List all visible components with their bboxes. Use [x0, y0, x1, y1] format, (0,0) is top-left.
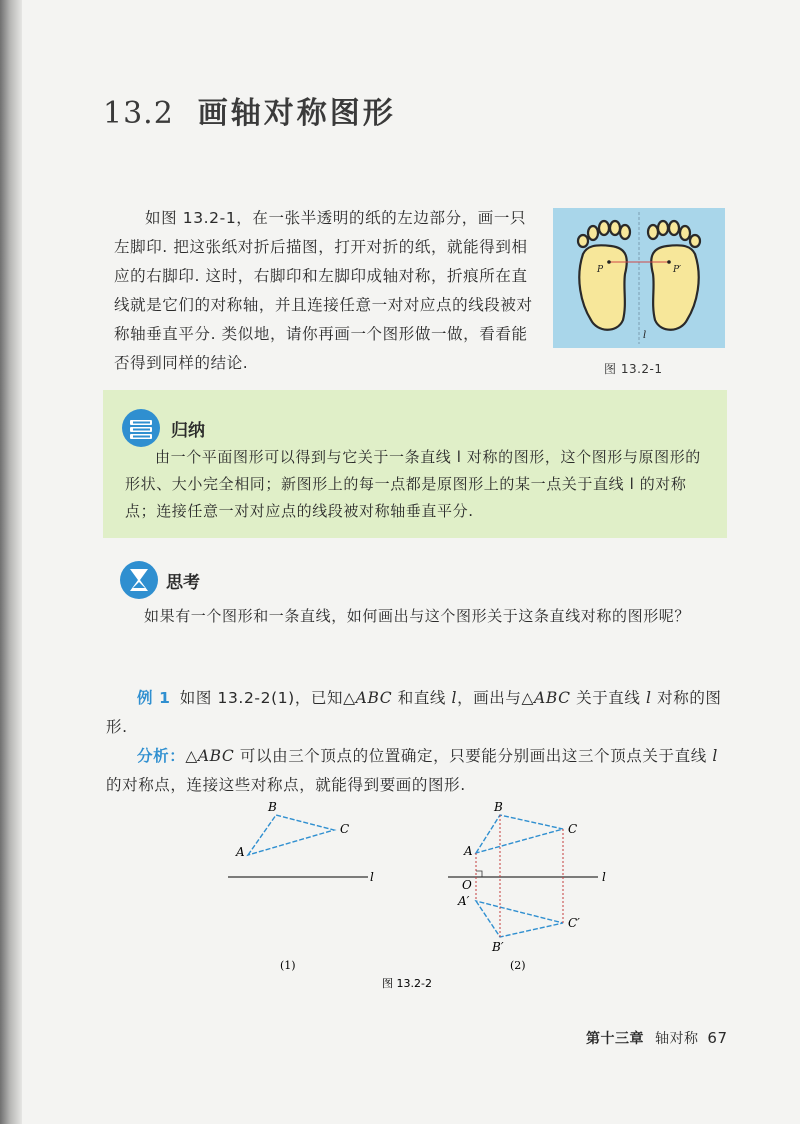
- footprint-figure: [553, 208, 725, 348]
- footer-chapter: 第十三章: [586, 1031, 644, 1047]
- example-1: 例 1 如图 13.2-2(1)，已知△ABC 和直线 l，画出与△ABC 关于直线 l 对称的图形.: [106, 689, 722, 736]
- section-number: 13.2: [103, 96, 174, 131]
- example-label: 例 1: [137, 689, 171, 707]
- section-title: [103, 88, 396, 132]
- book-stack-icon: [121, 408, 161, 448]
- think-heading: 思考: [166, 573, 200, 593]
- diagram-2: [448, 800, 606, 972]
- svg-text:A: A: [236, 845, 245, 859]
- section-title-text: 画轴对称图形: [197, 96, 396, 131]
- reflection-figure: [220, 795, 620, 995]
- book-spine-shadow: [0, 0, 22, 1124]
- figure2-caption: 图 13.2-2: [382, 977, 432, 990]
- svg-text:B′: B′: [492, 940, 504, 954]
- reflection-diagram: [220, 795, 620, 995]
- diagram-1: [228, 800, 374, 972]
- svg-text:l: l: [370, 870, 374, 884]
- point-p-label: P: [597, 265, 604, 275]
- svg-text:B: B: [494, 800, 503, 814]
- right-footprint: [648, 221, 700, 330]
- svg-text:B: B: [268, 800, 277, 814]
- svg-text:C′: C′: [568, 916, 580, 930]
- page-number: 67: [707, 1029, 728, 1047]
- page-footer: [586, 1028, 728, 1048]
- svg-text:C: C: [340, 822, 350, 836]
- summary-text: 由一个平面图形可以得到与它关于一条直线 l 对称的图形，这个图形与原图形的形状、大小完全相同；新图形上的每一点都是原图形上的某一点关于直线 l 的对称点；连接任意一对对应点的线段被对称轴垂直平分.: [125, 448, 701, 520]
- svg-text:(1): (1): [280, 959, 296, 972]
- summary-box: [103, 390, 727, 538]
- summary-heading: 归纳: [171, 421, 205, 441]
- point-p-prime-label: P′: [673, 265, 682, 275]
- svg-text:l: l: [602, 870, 606, 884]
- intro-paragraph: 如图 13.2-1，在一张半透明的纸的左边部分，画一只左脚印. 把这张纸对折后描图，打开对折的纸，就能得到相应的右脚印. 这时，右脚印和左脚印成轴对称，折痕所在直线就是它们的对称轴，并且连接任意一对对应点的线段被对称轴垂直平分. 类似地，请你再画一个图形做一做，看看能否得到同样的结论.: [114, 209, 533, 372]
- svg-text:(2): (2): [510, 959, 526, 972]
- axis-l-label: l: [643, 330, 647, 341]
- svg-text:A′: A′: [458, 894, 470, 908]
- footer-title: 轴对称: [654, 1031, 699, 1047]
- footprints-illustration: [553, 208, 725, 348]
- svg-text:O: O: [462, 878, 472, 892]
- think-text: 如果有一个图形和一条直线，如何画出与这个图形关于这条直线对称的图形呢？: [144, 607, 691, 625]
- svg-text:C: C: [568, 822, 578, 836]
- analysis-label: 分析：: [137, 747, 186, 765]
- left-footprint: [578, 221, 630, 330]
- svg-text:A: A: [464, 844, 473, 858]
- figure1-caption: 图 13.2-1: [604, 362, 663, 376]
- analysis-paragraph: 分析：△ABC 可以由三个顶点的位置确定，只要能分别画出这三个顶点关于直线 l 的对称点，连接这些对称点，就能得到要画的图形.: [106, 747, 718, 794]
- hourglass-icon: [119, 560, 159, 600]
